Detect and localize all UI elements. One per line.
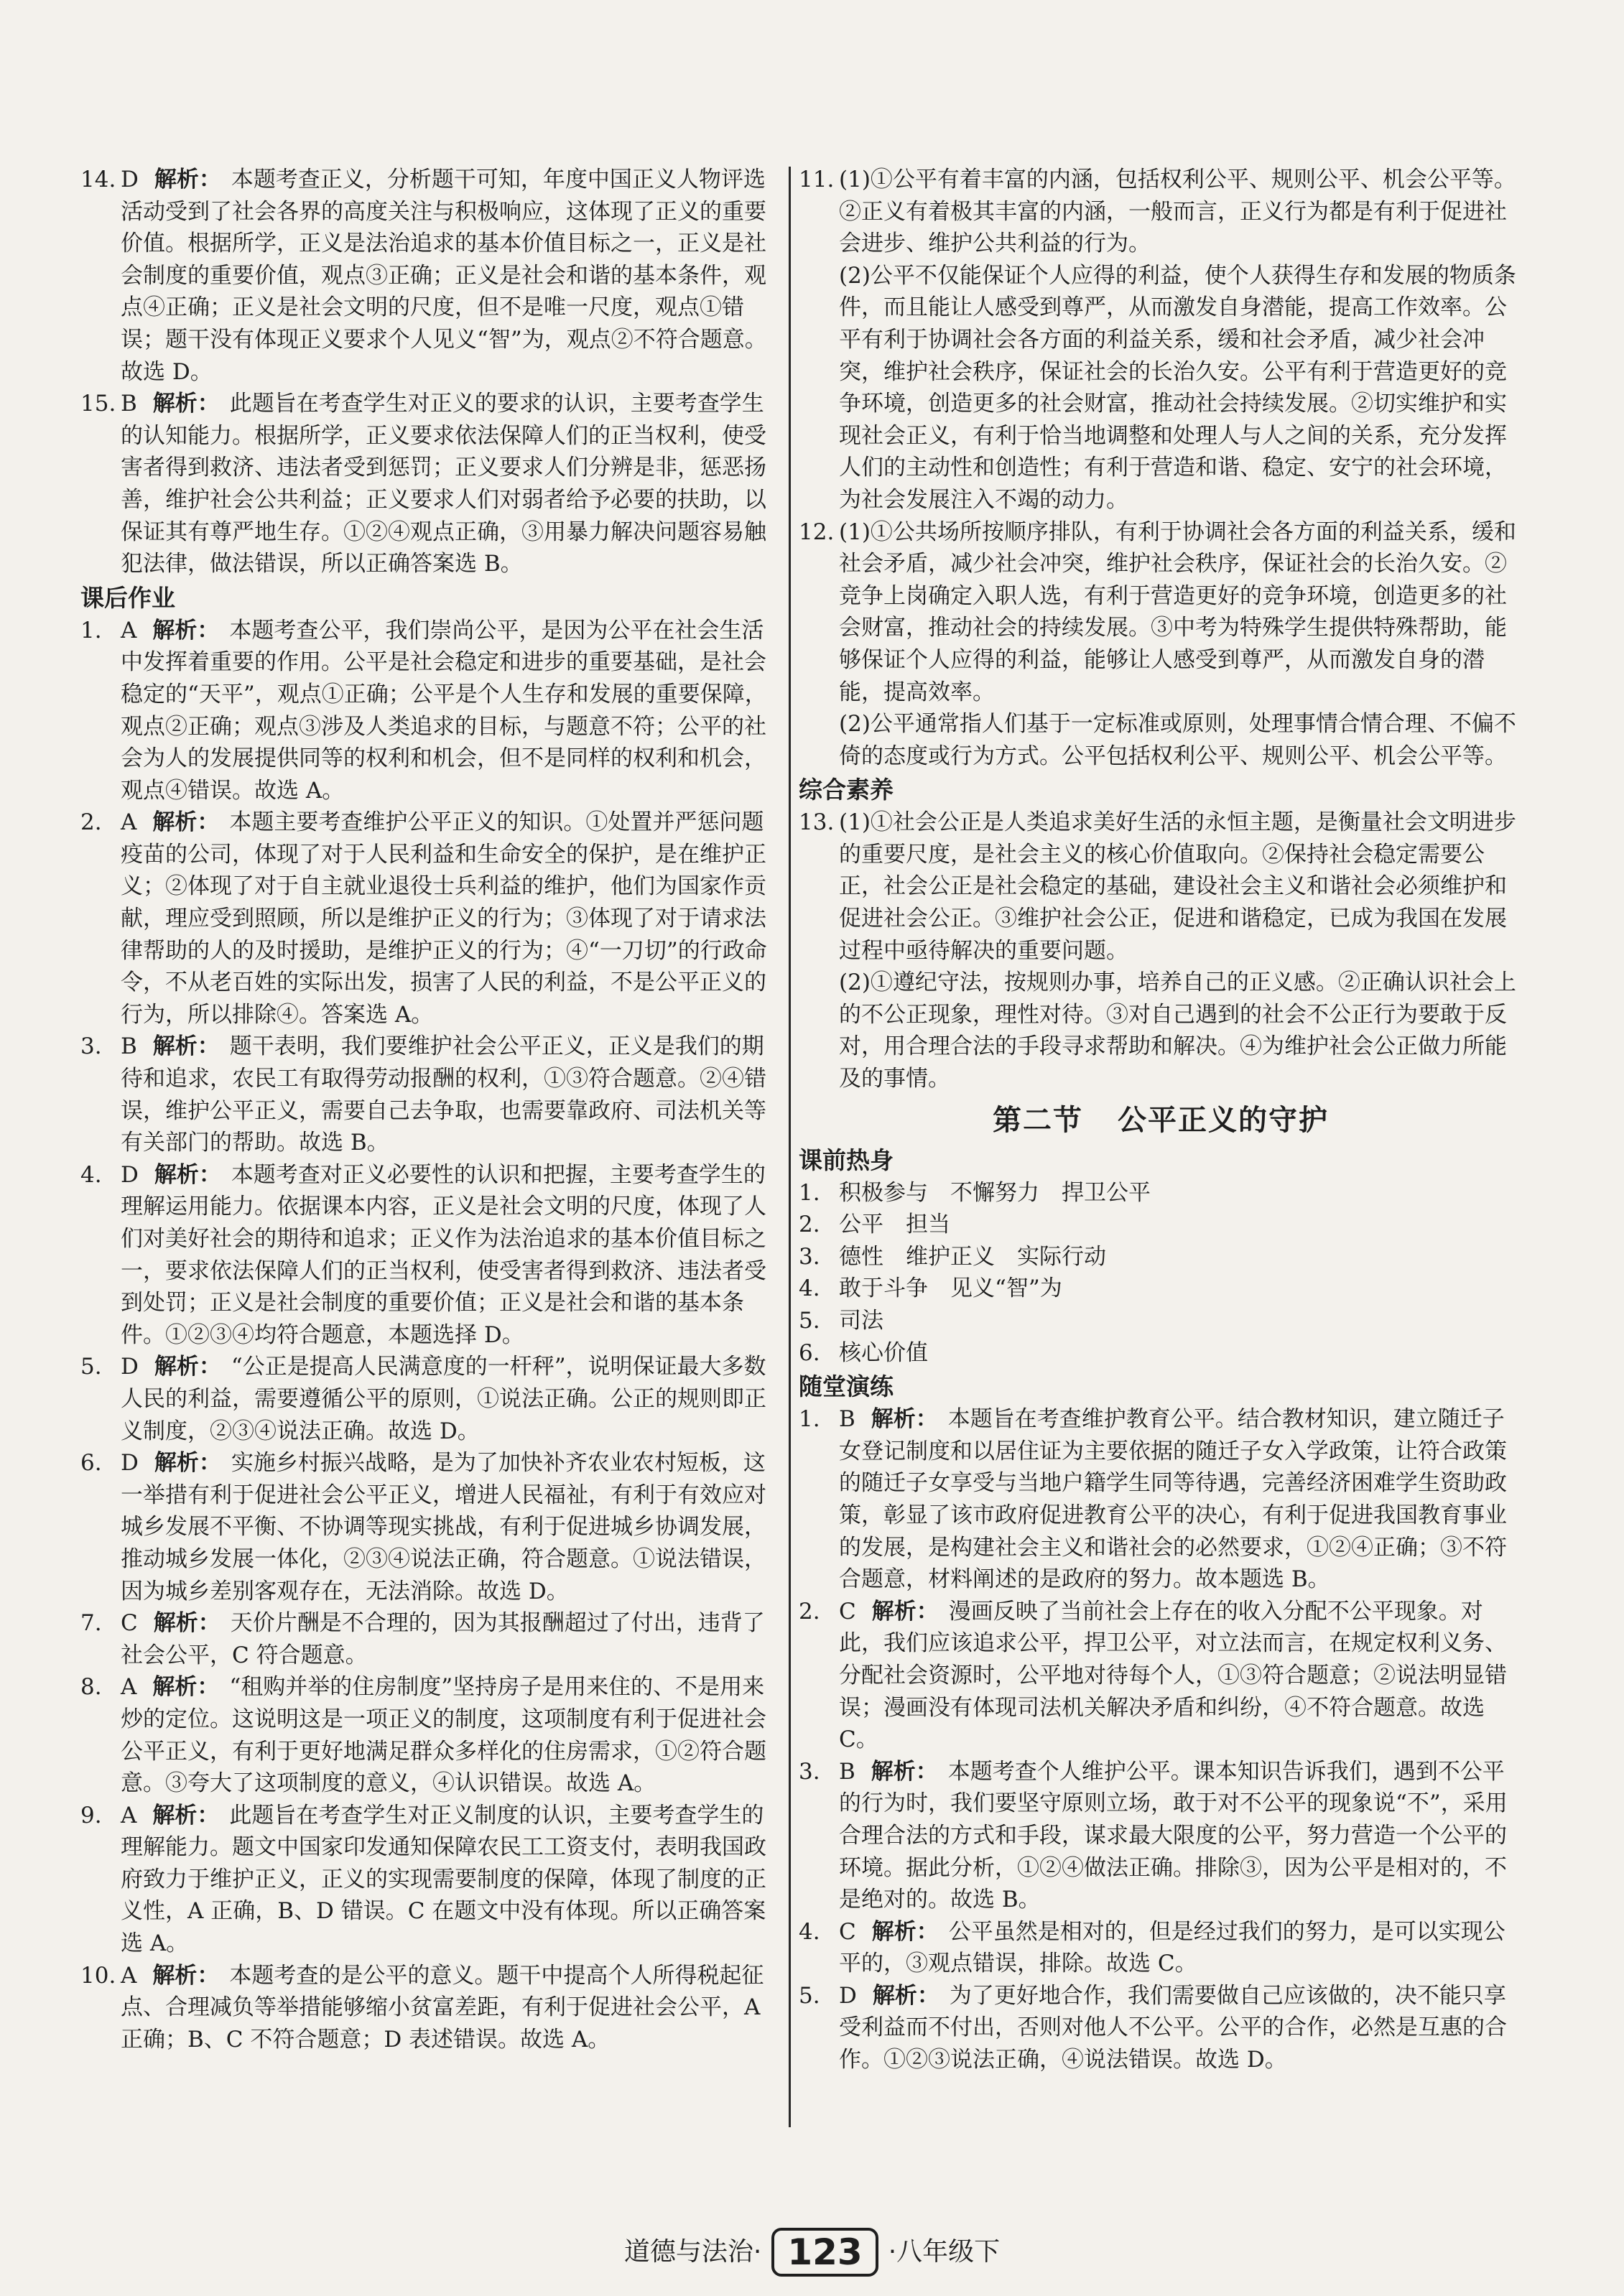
answer-item: [80, 1607, 781, 1671]
item-text: 天价片酬是不合理的，因为其报酬超过了付出，违背了社会公平，C 符合题意。: [121, 1610, 765, 1668]
item-number: 12.: [799, 519, 835, 545]
item-text: 本题主要考查维护公平正义的知识。①处置并严惩问题疫苗的公司，体现了对于人民利益和生命安全的保护，是在维护正义；②体现了对于自主就业退役士兵利益的维护，他们为国家作贡献，理应受到照顾，所以是维护正义的行为；③体现了对于请求法律帮助的人的及时援助，是维护正义的行为；④“一刀切”的行政命令，不从老百姓的实际出发，损害了人民的利益，不是公平正义的行为，所以排除④。答案选 A。: [121, 809, 767, 1028]
answer-item-13: [799, 807, 1523, 1094]
item-answer: D: [121, 1450, 139, 1477]
item-answer: A: [121, 1962, 137, 1989]
answer-item-15: [80, 388, 781, 580]
item-keyword: 解析：: [154, 1450, 221, 1477]
warmup-item: [799, 1337, 1523, 1370]
item-keyword: 解析：: [152, 617, 220, 643]
item-text: “公正是提高人民满意度的一杆秤”，说明保证最大多数人民的利益，需要遵循公平的原则，①说法正确。公正的规则即正义制度，②③④说法正确。故选 D。: [121, 1354, 766, 1444]
item-answer: A: [121, 809, 137, 836]
footer-subject: 道德与法治·: [623, 2237, 762, 2267]
warmup-item: [799, 1305, 1523, 1337]
answer-item-14: [80, 164, 781, 388]
item-answer: B: [121, 1033, 137, 1060]
item-text: 本题考查正义，分析题干可知，年度中国正义人物评选活动受到了社会各界的高度关注与积极响应，这体现了正义的重要价值。根据所学，正义是法治追求的基本价值目标之一，正义是社会制度的重要价值，观点③正确；正义是社会和谐的基本条件，观点④正确；正义是社会文明的尺度，但不是唯一尺度，观点①错误；题干没有体现正义要求个人见义“智”为，观点②不符合题意。故选 D。: [121, 167, 767, 385]
item-number: 7.: [80, 1610, 102, 1637]
item-part: (1)①公平有着丰富的内涵，包括权利公平、规则公平、机会公平等。②正义有着极其丰富的内涵，一般而言，正义行为都是有利于促进社会进步、维护公共利益的行为。: [839, 167, 1516, 257]
item-text: 核心价值: [839, 1339, 928, 1366]
answer-item: [80, 1447, 781, 1607]
item-keyword: 解析：: [152, 1674, 220, 1701]
item-number: 2.: [799, 1598, 820, 1625]
item-number: 10.: [80, 1962, 116, 1989]
item-number: 5.: [80, 1354, 102, 1380]
item-keyword: 解析：: [154, 167, 221, 192]
item-text: 公平 担当: [839, 1212, 950, 1238]
item-keyword: 解析：: [154, 1161, 221, 1188]
item-text: 本题考查的是公平的意义。题干中提高个人所得税起征点、合理减负等举措能够缩小贫富差距，有利于促进社会公平，A 正确；B、C 不符合题意；D 表述错误。故选 A。: [121, 1962, 764, 2053]
item-text: 漫画反映了当前社会上存在的收入分配不公平现象。对此，我们应该追求公平，捍卫公平，对立法而言，在规定权利义务、分配社会资源时，公平地对待每个人，①③符合题意；②说法明显错误；漫画没有体现司法机关解决矛盾和纠纷，④不符合题意。故选 C。: [839, 1598, 1507, 1753]
item-number: 6.: [799, 1339, 820, 1366]
item-number: 1.: [799, 1179, 820, 1206]
item-answer: A: [121, 1674, 137, 1701]
item-number: 11.: [799, 167, 835, 192]
answer-item: [80, 1351, 781, 1447]
item-keyword: 解析：: [871, 1758, 938, 1785]
warmup-item: [799, 1209, 1523, 1241]
item-text: 公平虽然是相对的，但是经过我们的努力，是可以实现公平的，③观点错误，排除。故选 C。: [839, 1918, 1505, 1977]
page-number: 123: [771, 2228, 878, 2277]
item-number: 2.: [80, 809, 102, 836]
item-text: 敢于斗争 见义“智”为: [839, 1275, 1062, 1302]
section-heading-practice: 随堂演练: [799, 1372, 894, 1401]
answer-item: [80, 1031, 781, 1158]
item-text: 此题旨在考查学生对正义制度的认识，主要考查学生的理解能力。题文中国家印发通知保障农民工工资支付，表明我国政府致力于维护正义，正义的实现需要制度的保障，体现了制度的正义性，A 正确，B、D 错误。C 在题文中没有体现。所以正确答案选 A。: [121, 1802, 766, 1957]
item-text: 本题考查个人维护公平。课本知识告诉我们，遇到不公平的行为时，我们要坚守原则立场，敢于对不公平的现象说“不”，采用合理合法的方式和手段，谋求最大限度的公平，努力营造一个公平的环境。据此分析，①②④做法正确。排除③，因为公平是相对的，不是绝对的。故选 B。: [839, 1758, 1508, 1913]
item-text: 本题考查对正义必要性的认识和把握，主要考查学生的理解运用能力。依据课本内容，正义是社会文明的尺度，体现了人们对美好社会的期待和追求；正义作为法治追求的基本价值目标之一，要求依法保障人们的正当权利，使受害者得到救济、违法者受到处罚；正义是社会制度的重要价值；正义是社会和谐的基本条件。①②③④均符合题意，本题选择 D。: [121, 1161, 766, 1348]
item-answer: A: [121, 1802, 137, 1828]
item-answer: B: [121, 391, 137, 417]
item-text: 实施乡村振兴战略，是为了加快补齐农业农村短板，这一举措有利于促进社会公平正义，增进人民福祉，有利于有效应对城乡发展不平衡、不协调等现实挑战，有利于促进城乡协调发展，推动城乡发展一体化，②③④说法正确，符合题意。①说法错误，因为城乡差别客观存在，无法消除。故选 D。: [121, 1450, 766, 1604]
item-text: 司法: [839, 1308, 883, 1334]
answer-item: [80, 1159, 781, 1352]
section-heading-comprehensive: 综合素养: [799, 776, 894, 804]
item-number: 5.: [799, 1308, 820, 1334]
item-answer: B: [839, 1758, 855, 1785]
item-answer: B: [839, 1406, 855, 1433]
answer-item: [80, 1671, 781, 1799]
item-keyword: 解析：: [871, 1918, 939, 1945]
practice-item: [799, 1596, 1523, 1756]
item-part: (1)①公共场所按顺序排队，有利于协调社会各方面的利益关系，缓和社会矛盾，减少社会冲突，维护社会秩序，保证社会的长治久安。②竞争上岗确定入职人选，有利于营造更好的竞争环境，创造更多的社会财富，推动社会的持续发展。③中考为特殊学生提供特殊帮助，能够保证个人应得的利益，能够让人感受到尊严，从而激发自身的潜能，提高效率。: [839, 519, 1516, 705]
practice-item: [799, 1916, 1523, 1980]
item-keyword: 解析：: [152, 1033, 220, 1060]
item-answer: C: [121, 1610, 138, 1637]
item-number: 5.: [799, 1982, 820, 2009]
practice-item: [799, 1756, 1523, 1916]
item-keyword: 解析：: [154, 1354, 221, 1380]
chapter-title-name: 公平正义的守护: [1118, 1103, 1329, 1137]
section-heading-warmup: 课前热身: [799, 1145, 894, 1174]
item-keyword: 解析：: [152, 391, 220, 417]
item-answer: C: [839, 1598, 856, 1625]
item-text: 德性 维护正义 实际行动: [839, 1243, 1106, 1270]
item-number: 4.: [799, 1918, 820, 1945]
item-part: (2)公平通常指人们基于一定标准或原则，处理事情合情合理、不偏不倚的态度或行为方式。公平包括权利公平、规则公平、机会公平等。: [839, 711, 1516, 769]
left-column: [80, 164, 781, 2055]
item-text: 本题旨在考查维护教育公平。结合教材知识，建立随迁子女登记制度和以居住证为主要依据的随迁子女入学政策，让符合政策的随迁子女享受与当地户籍学生同等待遇，完善经济困难学生资助政策，彰显了该市政府促进教育公平的决心，有利于促进我国教育事业的发展，是构建社会主义和谐社会的必然要求，①②④正确；③不符合题意，材料阐述的是政府的努力。故本题选 B。: [839, 1406, 1507, 1593]
chapter-title-number: 第二节: [993, 1103, 1083, 1137]
practice-item: [799, 1980, 1523, 2076]
item-keyword: 解析：: [153, 1610, 221, 1637]
warmup-item: [799, 1241, 1523, 1273]
item-keyword: 解析：: [152, 1802, 220, 1828]
item-keyword: 解析：: [152, 809, 220, 836]
item-text: 为了更好地合作，我们需要做自己应该做的，决不能只享受利益而不付出，否则对他人不公平。公平的合作，必然是互惠的合作。①②③说法正确，④说法错误。故选 D。: [839, 1982, 1507, 2073]
item-number: 4.: [799, 1275, 820, 1302]
item-part: (2)公平不仅能保证个人应得的利益，使个人获得生存和发展的物质条件，而且能让人感受到尊严，从而激发自身潜能，提高工作效率。公平有利于协调社会各方面的利益关系，缓和社会矛盾，减少社会冲突，维护社会秩序，保证社会的长治久安。公平有利于营造更好的竞争环境，创造更多的社会财富，推动社会持续发展。②切实维护和实现社会正义，有利于恰当地调整和处理人与人之间的关系，充分发挥人们的主动性和创造性；有利于营造和谐、稳定、安宁的社会环境，为社会发展注入不竭的动力。: [839, 262, 1516, 513]
item-keyword: 解析：: [152, 1962, 220, 1989]
item-text: 本题考查公平，我们崇尚公平，是因为公平在社会生活中发挥着重要的作用。公平是社会稳定和进步的重要基础，是社会稳定的“天平”，观点①正确；公平是个人生存和发展的重要保障，观点②正确；观点③涉及人类追求的目标，与题意不符；公平的社会为人的发展提供同等的权利和机会，但不是同样的权利和机会，观点④错误。故选 A。: [121, 617, 767, 804]
item-number: 13.: [799, 809, 835, 836]
item-text: 题干表明，我们要维护社会公平正义，正义是我们的期待和追求，农民工有取得劳动报酬的权利，①③符合题意。②④错误，维护公平正义，需要自己去争取，也需要靠政府、司法机关等有关部门的帮助。故选 B。: [121, 1033, 766, 1156]
item-number: 1.: [80, 617, 102, 643]
item-keyword: 解析：: [871, 1406, 938, 1433]
answer-item: [80, 807, 781, 1031]
item-part: (1)①社会公正是人类追求美好生活的永恒主题，是衡量社会文明进步的重要尺度，是社会主义的核心价值取向。②保持社会稳定需要公正，社会公正是社会稳定的基础，建设社会主义和谐社会必须维护和促进社会公正。③维护社会公正，促进和谐稳定，已成为我国在发展过程中亟待解决的重要问题。: [839, 809, 1516, 964]
item-answer: D: [121, 1161, 139, 1188]
item-answer: D: [839, 1982, 857, 2009]
item-answer: D: [121, 167, 139, 192]
item-text: 积极参与 不懈努力 捍卫公平: [839, 1179, 1151, 1206]
answer-item: [80, 1960, 781, 2056]
warmup-item: [799, 1177, 1523, 1209]
answer-item-11: [799, 164, 1523, 516]
answer-item: [80, 615, 781, 807]
item-number: 2.: [799, 1212, 820, 1238]
item-text: 此题旨在考查学生对正义的要求的认识，主要考查学生的认知能力。根据所学，正义要求依法保障人们的正当权利，使受害者得到救济、违法者受到惩罚；正义要求人们分辨是非，惩恶扬善，维护社会公共利益；正义要求人们对弱者给予必要的扶助，以保证其有尊严地生存。①②④观点正确，③用暴力解决问题容易触犯法律，做法错误，所以正确答案选 B。: [121, 391, 766, 577]
item-number: 9.: [80, 1802, 102, 1828]
item-keyword: 解析：: [871, 1598, 939, 1625]
answer-item: [80, 1800, 781, 1960]
answer-item-12: [799, 516, 1523, 773]
item-answer: A: [121, 617, 137, 643]
item-answer: D: [121, 1354, 139, 1380]
chapter-title: [799, 1098, 1523, 1143]
item-number: 3.: [80, 1033, 102, 1060]
item-number: 8.: [80, 1674, 102, 1701]
item-part: (2)①遵纪守法，按规则办事，培养自己的正义感。②正确认识社会上的不公正现象，理性对待。③对自己遇到的社会不公正行为要敢于反对，用合理合法的手段寻求帮助和解决。④为维护社会公正做力所能及的事情。: [839, 970, 1516, 1092]
item-number: 15.: [80, 391, 116, 417]
section-heading-homework: 课后作业: [80, 583, 175, 612]
warmup-item: [799, 1273, 1523, 1305]
page-footer: [0, 2226, 1624, 2277]
right-column: [799, 164, 1523, 2076]
item-answer: C: [839, 1918, 856, 1945]
item-number: 1.: [799, 1406, 820, 1433]
item-text: “租购并举的住房制度”坚持房子是用来住的、不是用来炒的定位。这说明这是一项正义的制度，这项制度有利于促进社会公平正义，有利于更好地满足群众多样化的住房需求，①②符合题意。③夸大了这项制度的意义，④认识错误。故选 A。: [121, 1674, 766, 1797]
item-number: 3.: [799, 1758, 820, 1785]
column-divider: [789, 167, 791, 2127]
practice-item: [799, 1403, 1523, 1596]
item-number: 6.: [80, 1450, 102, 1477]
item-number: 3.: [799, 1243, 820, 1270]
footer-grade: ·八年级下: [888, 2237, 1001, 2267]
item-keyword: 解析：: [872, 1982, 939, 2009]
item-number: 4.: [80, 1161, 102, 1188]
item-number: 14.: [80, 167, 116, 192]
